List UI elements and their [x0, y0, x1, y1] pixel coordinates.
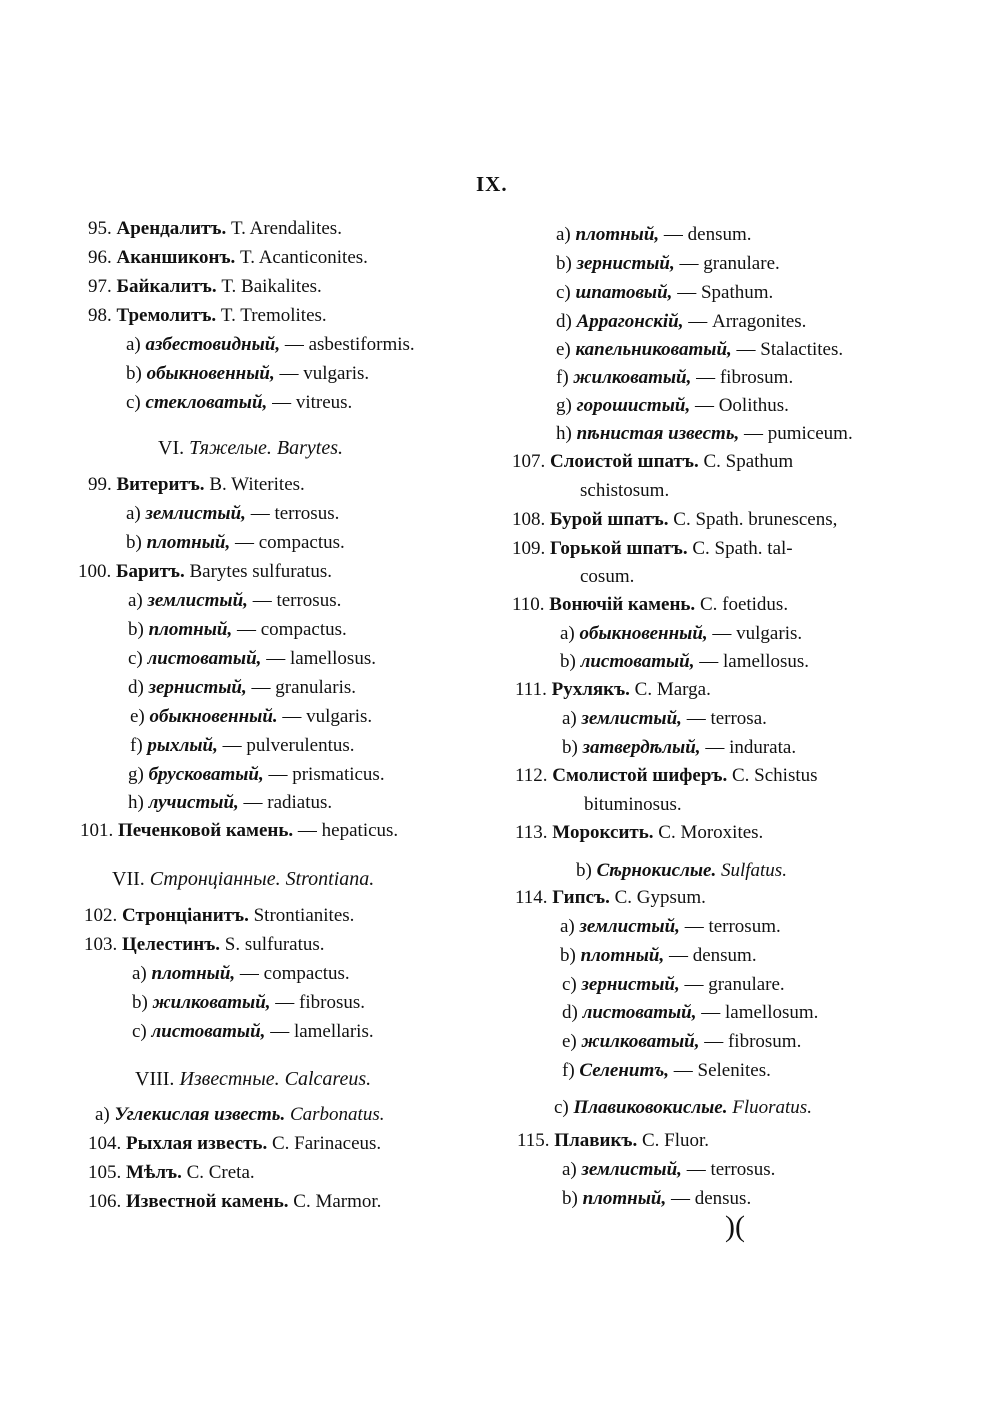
- variety-item: [556, 224, 752, 246]
- russian-name: плотный,: [151, 963, 236, 984]
- end-mark: )(: [725, 1210, 745, 1243]
- russian-name: рыхлый,: [147, 735, 218, 756]
- latin-name: — terrosus.: [250, 503, 340, 524]
- variety-item: [560, 651, 809, 673]
- russian-name: Тяжелые.: [189, 437, 272, 459]
- item-number: c): [554, 1097, 569, 1118]
- variety-item: [556, 395, 789, 417]
- russian-name: Селенитъ,: [579, 1060, 670, 1081]
- russian-name: Стронціанитъ.: [122, 905, 249, 926]
- variety-item: [132, 1021, 374, 1043]
- russian-name: землистый,: [145, 503, 246, 524]
- variety-item: [556, 367, 793, 389]
- item-number: h): [556, 423, 572, 444]
- latin-name: — granularis.: [251, 677, 356, 698]
- mineral-entry: [88, 247, 368, 269]
- latin-name: schistosum.: [580, 480, 670, 501]
- item-number: 96.: [88, 247, 112, 268]
- mineral-entry: [512, 451, 793, 473]
- item-number: f): [130, 735, 143, 756]
- item-number: b): [126, 532, 142, 553]
- latin-name: C. Schistus: [732, 765, 818, 786]
- item-number: g): [556, 395, 572, 416]
- page-number: IX.: [476, 172, 508, 196]
- russian-name: плотный,: [582, 1188, 667, 1209]
- variety-item: [126, 334, 415, 356]
- item-number: c): [126, 392, 141, 413]
- latin-name: — Stalactites.: [736, 339, 844, 360]
- russian-name: листоватый,: [147, 648, 262, 669]
- latin-name: — Arragonites.: [688, 311, 807, 332]
- variety-item: [130, 735, 355, 757]
- mineral-entry: [88, 1133, 381, 1155]
- russian-name: горошистый,: [576, 395, 691, 416]
- variety-item: [126, 363, 369, 385]
- latin-name: C. Spathum: [703, 451, 794, 472]
- variety-item: [562, 1002, 818, 1024]
- latin-name: C. foetidus.: [699, 594, 789, 615]
- item-number: e): [130, 706, 145, 727]
- russian-name: плотный,: [146, 532, 231, 553]
- item-number: b): [562, 1188, 578, 1209]
- item-number: a): [556, 224, 571, 245]
- item-number: 97.: [88, 276, 112, 297]
- russian-name: Мѣлъ.: [126, 1162, 182, 1183]
- latin-name: — vulgaris.: [712, 623, 803, 644]
- latin-name: — densum.: [663, 224, 752, 245]
- item-number: 102.: [84, 905, 118, 926]
- subsection-heading: [576, 860, 787, 882]
- latin-name: — vitreus.: [272, 392, 353, 413]
- latin-name: — densus.: [670, 1188, 752, 1209]
- mineral-entry: [78, 561, 332, 583]
- latin-name: — Spathum.: [677, 282, 774, 303]
- variety-item: [562, 1188, 751, 1210]
- latin-name: — compactus.: [234, 532, 345, 553]
- mineral-entry: [88, 474, 305, 496]
- russian-name: брусковатый,: [148, 764, 264, 785]
- latin-name: — terrosus.: [252, 590, 342, 611]
- item-number: 109.: [512, 538, 546, 559]
- item-number: a): [128, 590, 143, 611]
- variety-item: [130, 706, 372, 728]
- russian-name: Байкалитъ.: [116, 276, 217, 297]
- russian-name: зернистый,: [581, 974, 680, 995]
- latin-name: — granulare.: [684, 974, 785, 995]
- item-number: 105.: [88, 1162, 122, 1183]
- latin-name: C. Moroxites.: [658, 822, 764, 843]
- russian-name: листоватый,: [580, 651, 695, 672]
- russian-name: Плавикъ.: [554, 1130, 638, 1151]
- russian-name: шпатовый,: [575, 282, 673, 303]
- item-number: b): [560, 651, 576, 672]
- latin-name: Strontiana.: [285, 868, 375, 890]
- russian-name: азбестовидный,: [145, 334, 281, 355]
- item-number: c): [128, 648, 143, 669]
- russian-name: лучистый,: [148, 792, 239, 813]
- russian-name: плотный,: [148, 619, 233, 640]
- item-number: 112.: [515, 765, 548, 786]
- variety-item: [128, 792, 332, 814]
- variety-item: [562, 1031, 801, 1053]
- latin-name: — asbestiformis.: [284, 334, 415, 355]
- subsection-heading: [95, 1104, 384, 1126]
- latin-name: — hepaticus.: [297, 820, 399, 841]
- latin-name: — compactus.: [236, 619, 347, 640]
- latin-name: — vulgaris.: [282, 706, 373, 727]
- russian-name: стекловатый,: [145, 392, 268, 413]
- russian-name: Гипсъ.: [552, 887, 610, 908]
- latin-name: Strontianites.: [253, 905, 355, 926]
- item-number: 106.: [88, 1191, 122, 1212]
- mineral-entry: [88, 1162, 255, 1184]
- variety-item: [128, 590, 341, 612]
- russian-name: обыкновенный,: [146, 363, 275, 384]
- item-number: d): [128, 677, 144, 698]
- russian-name: зернистый,: [148, 677, 247, 698]
- latin-name: Sulfatus.: [720, 860, 787, 881]
- mineral-entry: [512, 538, 793, 560]
- latin-name: C. Spath. tal-: [692, 538, 793, 559]
- item-number: a): [126, 334, 141, 355]
- item-number: 114.: [515, 887, 548, 908]
- latin-name: — terrosus.: [686, 1159, 776, 1180]
- latin-name: cosum.: [580, 566, 635, 587]
- russian-name: Рухлякъ.: [551, 679, 630, 700]
- item-number: c): [556, 282, 571, 303]
- mineral-entry: [515, 822, 763, 844]
- latin-name: Calcareus.: [284, 1068, 372, 1090]
- item-number: 104.: [88, 1133, 122, 1154]
- item-number: 108.: [512, 509, 546, 530]
- mineral-entry: [515, 887, 706, 909]
- continuation-line: [584, 794, 682, 816]
- variety-item: [560, 623, 802, 645]
- item-number: b): [128, 619, 144, 640]
- mineral-entry: [88, 1191, 381, 1213]
- mineral-entry: [80, 820, 398, 842]
- item-number: 110.: [512, 594, 545, 615]
- item-number: f): [562, 1060, 575, 1081]
- latin-name: Barytes sulfuratus.: [189, 561, 332, 582]
- latin-name: T. Arendalites.: [230, 218, 342, 239]
- variety-item: [556, 253, 780, 275]
- continuation-line: [580, 566, 634, 588]
- item-number: VIII.: [135, 1068, 175, 1090]
- russian-name: землистый,: [147, 590, 248, 611]
- item-number: VI.: [158, 437, 185, 459]
- russian-name: зернистый,: [576, 253, 675, 274]
- variety-item: [132, 992, 365, 1014]
- item-number: 99.: [88, 474, 112, 495]
- item-number: d): [562, 1002, 578, 1023]
- latin-name: C. Marmor.: [293, 1191, 382, 1212]
- item-number: b): [560, 945, 576, 966]
- latin-name: Carbonatus.: [289, 1104, 385, 1125]
- latin-name: — lamellosus.: [266, 648, 376, 669]
- latin-name: — fibrosum.: [704, 1031, 802, 1052]
- variety-item: [126, 532, 345, 554]
- item-number: 103.: [84, 934, 118, 955]
- latin-name: — indurata.: [705, 737, 797, 758]
- latin-name: — lamellosus.: [699, 651, 810, 672]
- item-number: e): [556, 339, 571, 360]
- latin-name: Barytes.: [276, 437, 344, 459]
- latin-name: — terrosa.: [686, 708, 767, 729]
- variety-item: [562, 1159, 775, 1181]
- item-number: a): [126, 503, 141, 524]
- variety-item: [128, 677, 356, 699]
- item-number: h): [128, 792, 144, 813]
- russian-name: плотный,: [580, 945, 665, 966]
- variety-item: [562, 1060, 771, 1082]
- variety-item: [126, 503, 339, 525]
- russian-name: затвердѣлый,: [582, 737, 701, 758]
- russian-name: Смолистой шиферъ.: [552, 765, 728, 786]
- item-number: a): [560, 916, 575, 937]
- latin-name: — terrosum.: [684, 916, 781, 937]
- latin-name: S. sulfuratus.: [224, 934, 325, 955]
- section-heading: [112, 868, 374, 890]
- subsection-heading: [554, 1097, 812, 1119]
- latin-name: C. Fluor.: [641, 1130, 710, 1151]
- latin-name: — pulverulentus.: [222, 735, 355, 756]
- russian-name: листоватый,: [582, 1002, 697, 1023]
- item-number: 100.: [78, 561, 112, 582]
- variety-item: [128, 648, 376, 670]
- russian-name: плотный,: [575, 224, 660, 245]
- latin-name: — radiatus.: [243, 792, 333, 813]
- latin-name: — compactus.: [239, 963, 350, 984]
- russian-name: Бурой шпатъ.: [550, 509, 669, 530]
- russian-name: Известные.: [179, 1068, 280, 1090]
- variety-item: [556, 423, 853, 445]
- latin-name: T. Baikalites.: [221, 276, 322, 297]
- russian-name: Плавиковокислые.: [573, 1097, 728, 1118]
- russian-name: землистый,: [581, 708, 682, 729]
- item-number: a): [562, 708, 577, 729]
- section-heading: [135, 1068, 371, 1090]
- latin-name: — vulgaris.: [279, 363, 370, 384]
- item-number: b): [132, 992, 148, 1013]
- item-number: 95.: [88, 218, 112, 239]
- variety-item: [126, 392, 352, 414]
- latin-name: C. Farinaceus.: [271, 1133, 382, 1154]
- variety-item: [560, 945, 757, 967]
- russian-name: жилковатый,: [573, 367, 692, 388]
- russian-name: Арендалитъ.: [116, 218, 227, 239]
- mineral-entry: [88, 218, 342, 240]
- section-heading: [158, 437, 343, 459]
- item-number: g): [128, 764, 144, 785]
- russian-name: Известной камень.: [126, 1191, 289, 1212]
- russian-name: капельниковатый,: [575, 339, 732, 360]
- item-number: d): [556, 311, 572, 332]
- latin-name: C. Creta.: [186, 1162, 255, 1183]
- russian-name: Печенковой камень.: [118, 820, 294, 841]
- russian-name: пѣнистая известь,: [576, 423, 740, 444]
- continuation-line: [580, 480, 669, 502]
- item-number: 101.: [80, 820, 114, 841]
- russian-name: Мороксить.: [552, 822, 654, 843]
- latin-name: bituminosus.: [584, 794, 682, 815]
- variety-item: [128, 764, 385, 786]
- latin-name: — fibrosus.: [275, 992, 366, 1013]
- item-number: f): [556, 367, 569, 388]
- mineral-entry: [88, 305, 327, 327]
- russian-name: Аканшиконъ.: [116, 247, 236, 268]
- item-number: 115.: [517, 1130, 550, 1151]
- latin-name: C. Marga.: [634, 679, 711, 700]
- item-number: b): [126, 363, 142, 384]
- russian-name: Слоистой шпатъ.: [550, 451, 699, 472]
- item-number: b): [576, 860, 592, 881]
- latin-name: T. Tremolites.: [220, 305, 327, 326]
- latin-name: T. Acanticonites.: [240, 247, 368, 268]
- russian-name: Рыхлая известь.: [126, 1133, 268, 1154]
- latin-name: — pumiceum.: [744, 423, 853, 444]
- item-number: 107.: [512, 451, 546, 472]
- russian-name: землистый,: [579, 916, 680, 937]
- latin-name: C. Gypsum.: [614, 887, 706, 908]
- latin-name: — granulare.: [679, 253, 780, 274]
- item-number: c): [562, 974, 577, 995]
- item-number: b): [556, 253, 572, 274]
- item-number: 111.: [515, 679, 547, 700]
- russian-name: Целестинъ.: [122, 934, 221, 955]
- mineral-entry: [515, 679, 711, 701]
- latin-name: — lamellaris.: [270, 1021, 374, 1042]
- russian-name: Витеритъ.: [116, 474, 205, 495]
- russian-name: обыкновенный.: [149, 706, 278, 727]
- latin-name: B. Witerites.: [209, 474, 305, 495]
- variety-item: [562, 708, 767, 730]
- item-number: a): [132, 963, 147, 984]
- variety-item: [560, 916, 781, 938]
- mineral-entry: [512, 509, 837, 531]
- latin-name: C. Spath. brunescens,: [673, 509, 838, 530]
- variety-item: [556, 282, 773, 304]
- latin-name: — Oolithus.: [694, 395, 789, 416]
- item-number: e): [562, 1031, 577, 1052]
- latin-name: — densum.: [668, 945, 757, 966]
- russian-name: жилковатый,: [152, 992, 271, 1013]
- russian-name: Вонючій камень.: [549, 594, 696, 615]
- latin-name: — lamellosum.: [701, 1002, 819, 1023]
- mineral-entry: [88, 276, 322, 298]
- russian-name: Тремолитъ.: [116, 305, 217, 326]
- variety-item: [556, 339, 843, 361]
- russian-name: землистый,: [581, 1159, 682, 1180]
- russian-name: Сѣрнокислые.: [596, 860, 717, 881]
- item-number: a): [95, 1104, 110, 1125]
- russian-name: обыкновенный,: [579, 623, 708, 644]
- variety-item: [128, 619, 347, 641]
- mineral-entry: [517, 1130, 709, 1152]
- item-number: 98.: [88, 305, 112, 326]
- mineral-entry: [84, 905, 354, 927]
- latin-name: — fibrosum.: [696, 367, 794, 388]
- mineral-entry: [84, 934, 325, 956]
- russian-name: Аррагонскій,: [576, 311, 684, 332]
- mineral-entry: [512, 594, 788, 616]
- item-number: VII.: [112, 868, 145, 890]
- variety-item: [556, 311, 806, 333]
- mineral-entry: [515, 765, 818, 787]
- item-number: a): [560, 623, 575, 644]
- russian-name: Стронціанные.: [149, 868, 281, 890]
- latin-name: Fluoratus.: [732, 1097, 812, 1118]
- item-number: 113.: [515, 822, 548, 843]
- variety-item: [562, 974, 785, 996]
- variety-item: [562, 737, 796, 759]
- item-number: b): [562, 737, 578, 758]
- latin-name: — Selenites.: [673, 1060, 771, 1081]
- russian-name: листоватый,: [151, 1021, 266, 1042]
- variety-item: [132, 963, 350, 985]
- russian-name: жилковатый,: [581, 1031, 700, 1052]
- russian-name: Горькой шпатъ.: [550, 538, 688, 559]
- russian-name: Баритъ.: [116, 561, 185, 582]
- latin-name: — prismaticus.: [268, 764, 385, 785]
- item-number: a): [562, 1159, 577, 1180]
- russian-name: Углекислая известь.: [114, 1104, 286, 1125]
- item-number: c): [132, 1021, 147, 1042]
